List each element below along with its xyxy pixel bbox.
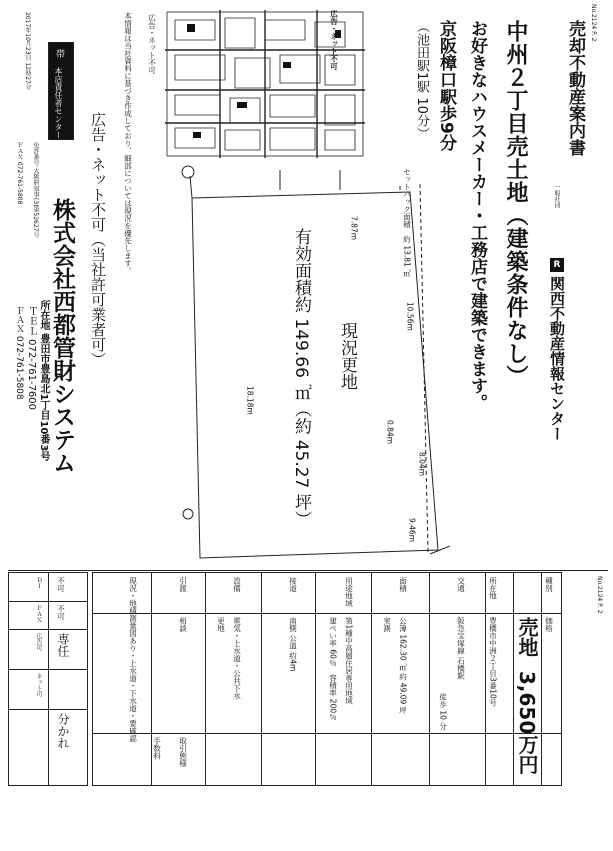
company-name: 株式会社西都管財システム (49, 198, 75, 474)
company-notice: 広告・ネット不可（当社許可業者可） (89, 112, 107, 367)
headline-title: 中州２丁目売土地（建築条件なし） (503, 20, 528, 388)
footer-v4: 分かれ (56, 713, 70, 749)
type-label: 種別 (544, 577, 554, 592)
dimension-2: 10.56m (405, 302, 415, 331)
road-label: 接道 (288, 577, 298, 592)
footer-v2: 不可 (56, 605, 66, 620)
banner-top: 帯 (54, 49, 64, 58)
org-logo-icon: R (550, 258, 564, 272)
table-col-line (513, 573, 514, 785)
delivery-value: 相談 (178, 617, 188, 632)
road-value: 南側 公道 約4m (288, 617, 298, 672)
map-notice: 広告・ネット不可 (147, 14, 157, 74)
utilities-value: 電気・上水道・公共下水 (232, 617, 242, 700)
utilities-label: 設備 (232, 577, 242, 592)
footer-v1: 不可 (56, 577, 66, 592)
company-disclaimer-2: 免許番号 大阪府知事(3)第52627号 (32, 142, 39, 238)
document-title: 売却不動産案内書 (565, 20, 585, 156)
company-address: 所在地 豊田市豊島北1丁目10番3号 (38, 300, 49, 462)
table-row-line (93, 613, 561, 614)
footer-row-line (9, 709, 87, 710)
section-divider (8, 570, 608, 571)
fax-header-note: ＦＡＸ 072-761-5808 (16, 142, 23, 205)
footer-corner-note: No.2124 P. 2 (596, 576, 603, 614)
footer-col1: ＤＩ (35, 577, 42, 589)
footer-col2: ＦＡＸ (35, 605, 42, 623)
dimension-5: 18.18m (245, 386, 255, 415)
station-access: 京阪樟口駅歩9分 (436, 20, 456, 151)
transaction-label: 取引態様 (178, 737, 188, 767)
plot-status: 現況更地 (337, 322, 357, 390)
table-col-line (315, 573, 316, 785)
price-value: 3,650万円 (515, 671, 539, 775)
dimension-3: 0.84m (385, 420, 395, 445)
commission-label: 手数料 (152, 737, 162, 760)
footer-col3: 広告可 (35, 633, 42, 651)
footer-table (8, 572, 88, 786)
area-value: 公簿 162.30 ㎡ 約 49.09 坪 (398, 617, 408, 715)
footer-col-line (48, 573, 49, 785)
dimension-6: 9.46m (407, 518, 417, 543)
delivery-label: 引渡 (178, 577, 188, 592)
company-banner (48, 42, 74, 140)
table-col-line (371, 573, 372, 785)
table-col-line (205, 573, 206, 785)
transport-label: 交通 (456, 577, 466, 592)
table-col-line (485, 573, 486, 785)
headline-subtitle: お好きなハウスメーカー・工務店で建築できます。 (467, 20, 487, 411)
setback-note: セットバック面積 約 13.81 ㎡ (402, 168, 412, 277)
company-disclaimer-1: 本情報は当社資料に基づき作成しており、細部については現況を優先します。 (123, 12, 133, 275)
company-tel: ＴＥＬ 072-761-7600 (26, 306, 37, 411)
dimension-4: 8.04m (417, 452, 427, 477)
transport-station: 阪急宝塚線 石橋駅 (456, 617, 466, 680)
table-col-line (541, 573, 542, 785)
location-value: 豊橋市中洲２丁目3番10号 (488, 617, 498, 707)
area-registered: 実測 (382, 617, 392, 632)
footer-col4: ネット可 (35, 673, 42, 697)
footer-row-line (9, 669, 87, 670)
station-access-2: （池田駅1駅 10分） (414, 20, 429, 140)
page-number: No.2124 P. 2 (590, 4, 597, 42)
dimension-1: 7.87m (349, 216, 359, 241)
remarks-value: 現況・地積測量図あり・上水道・下水道・要確認 (128, 577, 138, 742)
org-prefix: 一般社団 (553, 184, 560, 208)
area-label: 面積 (398, 577, 408, 592)
table-col-line (261, 573, 262, 785)
footer-row-line (9, 601, 87, 602)
price-label: 価格 (544, 617, 554, 632)
map-ad-notice: 広告・ネット不可 (329, 10, 339, 70)
coverage-value: 建ぺい率 60％ 容積率 200％ (328, 617, 338, 721)
plot-drawing (160, 162, 450, 562)
current-status: 更地 (216, 617, 226, 632)
zoning-label: 用途地域 (344, 577, 354, 607)
property-spec-table (92, 572, 562, 786)
footer-row-line (9, 629, 87, 630)
table-row-line (93, 733, 561, 734)
plot-area: 有効面積約 149.66 ㎡（約 45.27 坪） (291, 228, 311, 528)
type-value: 売地 (515, 617, 539, 657)
table-col-line (151, 573, 152, 785)
table-col-line (429, 573, 430, 785)
fax-stamp: 2017年10月23日 12時27分 (24, 12, 31, 90)
transport-walk: 徒歩 10 分 (438, 693, 448, 730)
footer-v3: 専任 (56, 633, 70, 657)
location-label: 所在地 (488, 577, 498, 600)
banner-sub: 本店責任者センター (54, 67, 63, 139)
company-fax: ＦＡＸ 072-761-5808 (14, 306, 24, 400)
org-name: 関西不動産情報センター (548, 276, 566, 441)
zoning-value: 第1種中高層住居専用地域 (344, 617, 354, 705)
org-block (547, 184, 567, 448)
